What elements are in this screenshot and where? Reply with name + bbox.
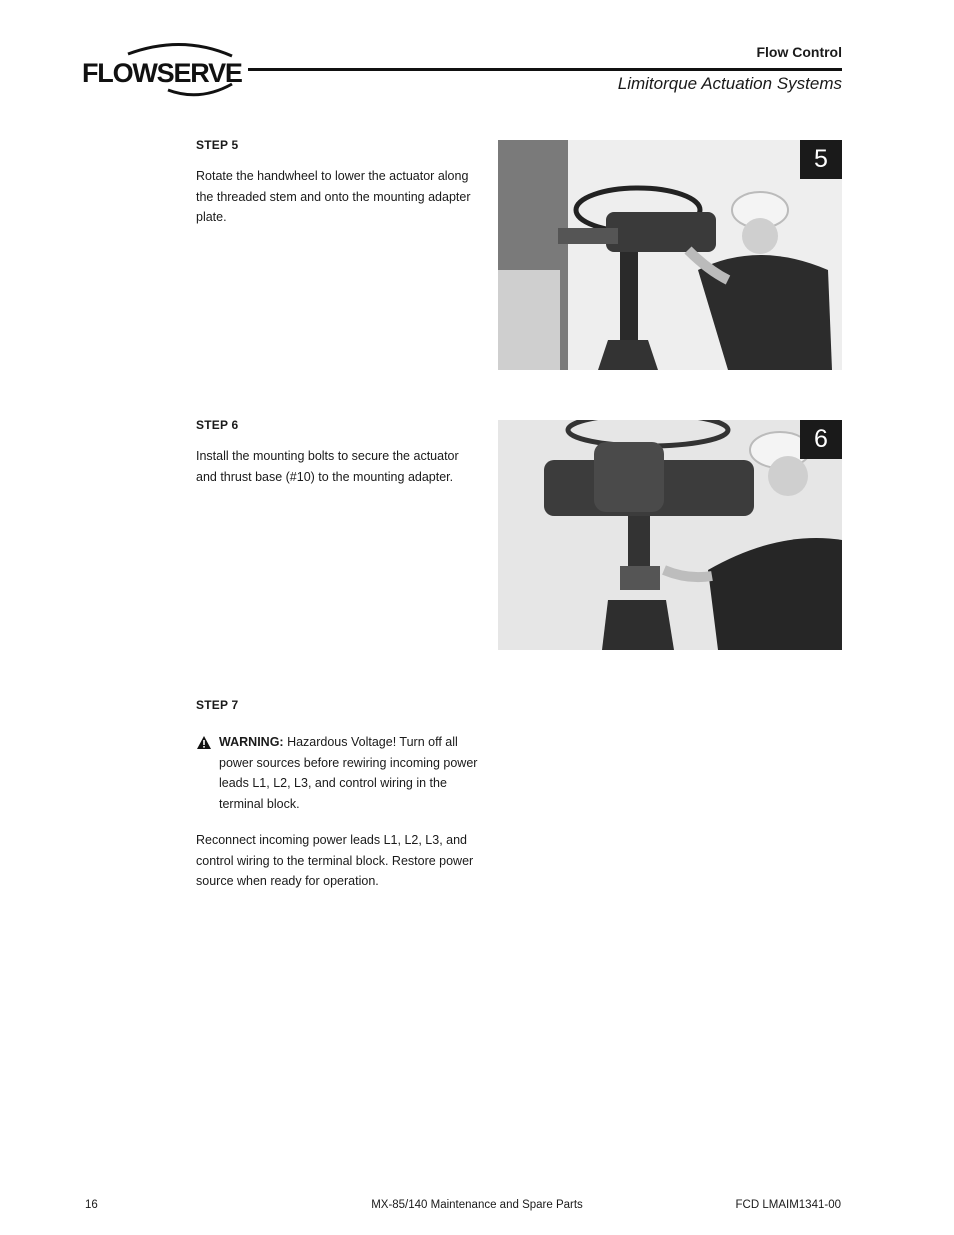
step-5-title: STEP 5: [196, 138, 239, 152]
section-label: Flow Control: [756, 44, 842, 60]
flowserve-logo: [82, 40, 242, 102]
figure-number-badge: 5: [800, 140, 842, 179]
document-code: FCD LMAIM1341-00: [735, 1199, 841, 1211]
step-5-photo: [498, 140, 842, 370]
warning-text: [219, 732, 481, 814]
warning-message: Hazardous Voltage! Turn off all power sources before rewiring incoming power leads L1, L2, L3, and control wiring in the terminal block.: [219, 735, 478, 811]
page-number: 16: [85, 1199, 98, 1211]
step-7-title: STEP 7: [196, 698, 239, 712]
step-5-text: Rotate the handwheel to lower the actuator along the threaded stem and onto the mounting adapter plate.: [196, 169, 471, 224]
brand-wordmark: FLOWSERVE: [82, 58, 242, 88]
mounting-bolts-photo: [498, 420, 842, 650]
actuator-lowering-photo: [498, 140, 842, 370]
warning-triangle-icon: [197, 736, 211, 749]
document-subtitle: Limitorque Actuation Systems: [617, 74, 842, 93]
warning-label: WARNING:: [219, 735, 284, 749]
document-title: MX-85/140 Maintenance and Spare Parts: [371, 1199, 583, 1211]
header-rule: [248, 68, 842, 71]
figure-number-badge: 6: [800, 420, 842, 459]
step-7-text: Reconnect incoming power leads L1, L2, L3, and control wiring to the terminal block. Restore power source when ready for operation.: [196, 833, 474, 888]
step-6-text: Install the mounting bolts to secure the actuator and thrust base (#10) to the mounting adapter.: [196, 449, 459, 484]
warning-block: [196, 732, 480, 816]
step-6-title: STEP 6: [196, 418, 239, 432]
step-6-photo: [498, 420, 842, 650]
